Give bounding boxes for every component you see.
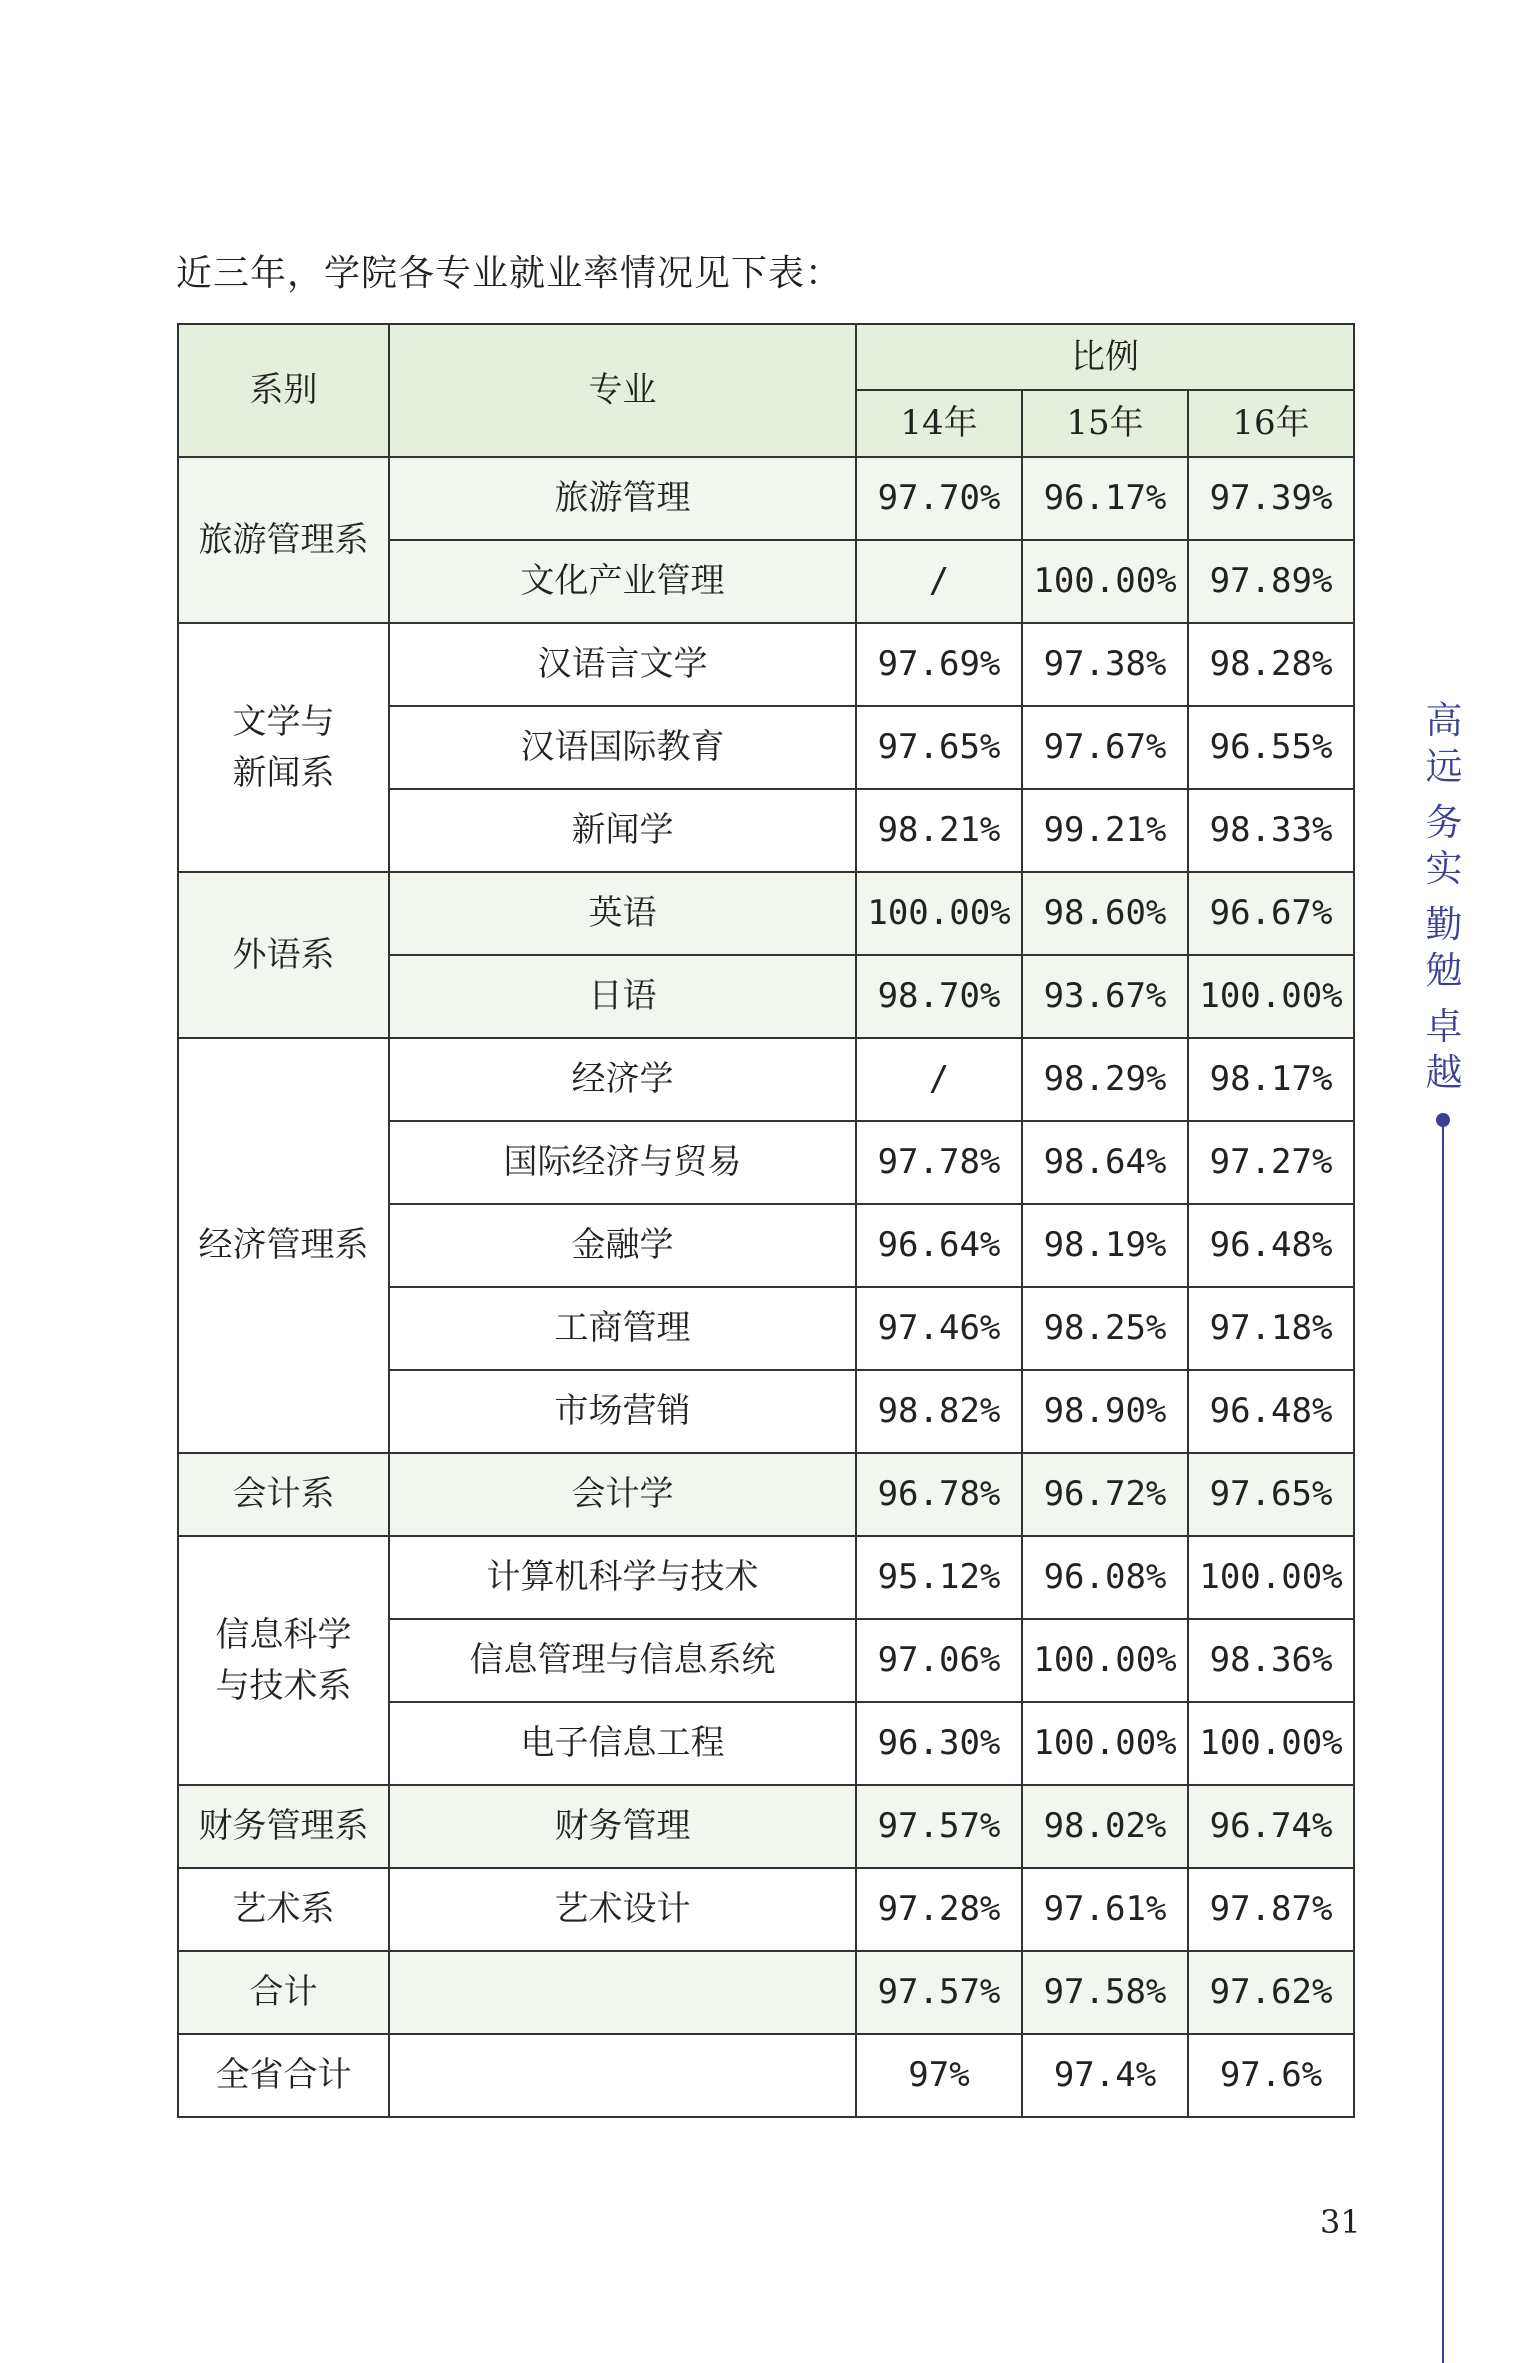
rate-cell: 96.08%: [1022, 1536, 1188, 1619]
rate-cell: 100.00%: [1022, 540, 1188, 623]
table-row: [178, 1038, 1354, 1121]
major-cell: 文化产业管理: [389, 540, 856, 623]
rate-cell: 98.70%: [856, 955, 1022, 1038]
rate-cell: 97.39%: [1188, 457, 1354, 540]
major-cell: [389, 2034, 856, 2117]
major-cell: 会计学: [389, 1453, 856, 1536]
rate-cell: 97.87%: [1188, 1868, 1354, 1951]
slogan-word: 勤勉: [1425, 903, 1463, 992]
rate-cell: 98.64%: [1022, 1121, 1188, 1204]
rate-cell: 100.00%: [1022, 1619, 1188, 1702]
rate-cell: 98.28%: [1188, 623, 1354, 706]
rate-cell: 97.57%: [856, 1785, 1022, 1868]
major-cell: 工商管理: [389, 1287, 856, 1370]
rate-cell: 96.74%: [1188, 1785, 1354, 1868]
rate-cell: 98.60%: [1022, 872, 1188, 955]
rate-cell: 99.21%: [1022, 789, 1188, 872]
rate-cell: 96.78%: [856, 1453, 1022, 1536]
slogan-word: 务实: [1425, 801, 1463, 890]
major-cell: 汉语言文学: [389, 623, 856, 706]
header-year-15: 15年: [1022, 390, 1188, 457]
dept-cell: 财务管理系: [178, 1785, 389, 1868]
intro-text: 近三年，学院各专业就业率情况见下表：: [176, 253, 843, 294]
major-cell: 金融学: [389, 1204, 856, 1287]
table-row: [178, 1453, 1354, 1536]
major-cell: 新闻学: [389, 789, 856, 872]
rate-cell: 97.46%: [856, 1287, 1022, 1370]
slogan-vertical: [1420, 698, 1468, 1106]
dept-cell: 信息科学 与技术系: [178, 1536, 389, 1785]
dept-cell: 艺术系: [178, 1868, 389, 1951]
major-cell: 市场营销: [389, 1370, 856, 1453]
rate-cell: 97%: [856, 2034, 1022, 2117]
dept-cell: 旅游管理系: [178, 457, 389, 623]
major-cell: 艺术设计: [389, 1868, 856, 1951]
rate-cell: 97.65%: [1188, 1453, 1354, 1536]
major-cell: 汉语国际教育: [389, 706, 856, 789]
decorative-vertical-line: [1442, 1122, 1444, 2363]
rate-cell: 97.67%: [1022, 706, 1188, 789]
major-cell: 旅游管理: [389, 457, 856, 540]
dept-cell: 合计: [178, 1951, 389, 2034]
rate-cell: 95.12%: [856, 1536, 1022, 1619]
rate-cell: 97.38%: [1022, 623, 1188, 706]
major-cell: 国际经济与贸易: [389, 1121, 856, 1204]
rate-cell: 93.67%: [1022, 955, 1188, 1038]
table-row: [178, 623, 1354, 706]
rate-cell: 97.78%: [856, 1121, 1022, 1204]
dept-cell: 会计系: [178, 1453, 389, 1536]
rate-cell: 96.64%: [856, 1204, 1022, 1287]
rate-cell: 98.82%: [856, 1370, 1022, 1453]
rate-cell: 98.17%: [1188, 1038, 1354, 1121]
table-row: [178, 2034, 1354, 2117]
header-year-14: 14年: [856, 390, 1022, 457]
rate-cell: 97.69%: [856, 623, 1022, 706]
rate-cell: 97.58%: [1022, 1951, 1188, 2034]
rate-cell: 100.00%: [856, 872, 1022, 955]
header-major: 专业: [389, 324, 856, 457]
major-cell: 计算机科学与技术: [389, 1536, 856, 1619]
table-row: [178, 872, 1354, 955]
rate-cell: 97.89%: [1188, 540, 1354, 623]
header-year-16: 16年: [1188, 390, 1354, 457]
dept-cell: 经济管理系: [178, 1038, 389, 1453]
rate-cell: 98.19%: [1022, 1204, 1188, 1287]
table-body: [178, 457, 1354, 2117]
major-cell: [389, 1951, 856, 2034]
rate-cell: 97.27%: [1188, 1121, 1354, 1204]
rate-cell: 98.02%: [1022, 1785, 1188, 1868]
rate-cell: 97.28%: [856, 1868, 1022, 1951]
rate-cell: 96.72%: [1022, 1453, 1188, 1536]
rate-cell: 98.25%: [1022, 1287, 1188, 1370]
rate-cell: 96.67%: [1188, 872, 1354, 955]
major-cell: 经济学: [389, 1038, 856, 1121]
rate-cell: 100.00%: [1022, 1702, 1188, 1785]
slogan-word: 高远: [1425, 699, 1463, 788]
rate-cell: 100.00%: [1188, 1536, 1354, 1619]
rate-cell: 98.33%: [1188, 789, 1354, 872]
table-row: [178, 457, 1354, 540]
rate-cell: 98.36%: [1188, 1619, 1354, 1702]
major-cell: 英语: [389, 872, 856, 955]
rate-cell: 97.4%: [1022, 2034, 1188, 2117]
dept-cell: 外语系: [178, 872, 389, 1038]
rate-cell: 97.62%: [1188, 1951, 1354, 2034]
rate-cell: 98.21%: [856, 789, 1022, 872]
header-ratio: 比例: [856, 324, 1354, 390]
rate-cell: 96.48%: [1188, 1204, 1354, 1287]
rate-cell: /: [856, 540, 1022, 623]
table-row: [178, 1951, 1354, 2034]
major-cell: 电子信息工程: [389, 1702, 856, 1785]
dept-cell: 全省合计: [178, 2034, 389, 2117]
major-cell: 财务管理: [389, 1785, 856, 1868]
rate-cell: 97.06%: [856, 1619, 1022, 1702]
rate-cell: 97.70%: [856, 457, 1022, 540]
rate-cell: 97.65%: [856, 706, 1022, 789]
rate-cell: 97.61%: [1022, 1868, 1188, 1951]
page-number: 31: [1320, 2203, 1361, 2241]
rate-cell: 96.48%: [1188, 1370, 1354, 1453]
rate-cell: 96.30%: [856, 1702, 1022, 1785]
rate-cell: 96.55%: [1188, 706, 1354, 789]
rate-cell: 98.90%: [1022, 1370, 1188, 1453]
rate-cell: /: [856, 1038, 1022, 1121]
rate-cell: 97.6%: [1188, 2034, 1354, 2117]
rate-cell: 98.29%: [1022, 1038, 1188, 1121]
rate-cell: 100.00%: [1188, 1702, 1354, 1785]
rate-cell: 100.00%: [1188, 955, 1354, 1038]
rate-cell: 97.18%: [1188, 1287, 1354, 1370]
slogan-word: 卓越: [1425, 1005, 1463, 1094]
rate-cell: 97.57%: [856, 1951, 1022, 2034]
major-cell: 日语: [389, 955, 856, 1038]
header-dept: 系别: [178, 324, 389, 457]
major-cell: 信息管理与信息系统: [389, 1619, 856, 1702]
table-row: [178, 1785, 1354, 1868]
rate-cell: 96.17%: [1022, 457, 1188, 540]
employment-rate-table: [177, 323, 1355, 2118]
table-row: [178, 1868, 1354, 1951]
dept-cell: 文学与 新闻系: [178, 623, 389, 872]
table-row: [178, 1536, 1354, 1619]
